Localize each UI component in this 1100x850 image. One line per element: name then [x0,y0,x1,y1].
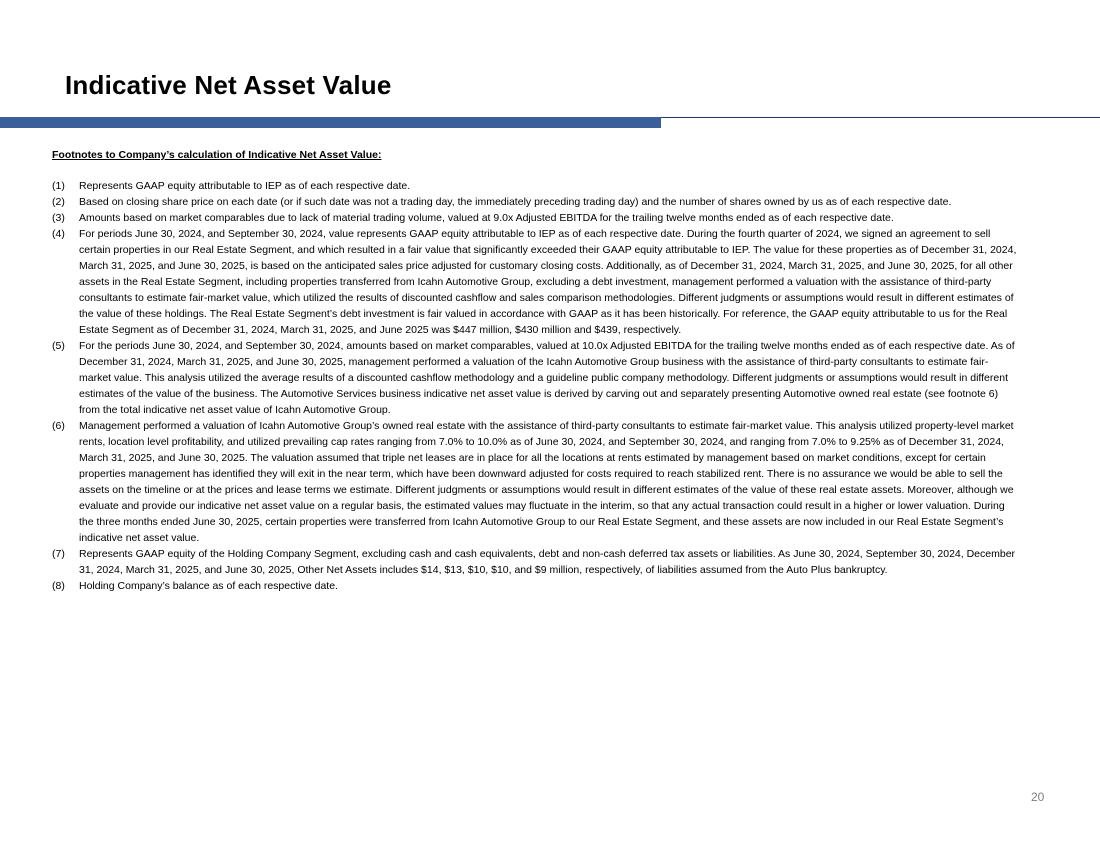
footnote-text: For the periods June 30, 2024, and September 30, 2024, amounts based on market comparables, valued at 10.0x Adjusted EBITDA for the trailing twelve months ended as of each respective date. As of December 31, 2024, March 31, 2025, and June 30, 2025, management performed a valuation of the Icahn Automotive Group business with the assistance of third-party consultants to estimate fair-market value. This analysis utilized the average results of a discounted cashflow methodology and a guideline public company methodology. Different judgments or assumptions would result in different estimates of the value of the business. The Automotive Services business indicative net asset value is derived by carving out and separately presenting Automotive owned real estate (see footnote 6) from the total indicative net asset value of Icahn Automotive Group. [79,340,1015,416]
footnotes-heading: Footnotes to Company’s calculation of Indicative Net Asset Value: [52,149,382,161]
footnote-text: Based on closing share price on each date (or if such date was not a trading day, the immediately preceding trading day) and the number of shares owned by us as of each respective date. [79,196,952,208]
footnote-item [52,210,1020,226]
footnote-item [52,194,1020,210]
footnote-number: (6) [52,420,65,432]
page-title: Indicative Net Asset Value [65,70,392,100]
footnote-number: (4) [52,228,65,240]
footnotes-section [52,147,1020,594]
footnote-text: Amounts based on market comparables due to lack of material trading volume, valued at 9.0x Adjusted EBITDA for the trailing twelve months ended as of each respective date. [79,212,894,224]
footnote-number: (3) [52,212,65,224]
footnote-item [52,578,1020,594]
footnote-item [52,178,1020,194]
footnote-item [52,338,1020,418]
footnote-text: Management performed a valuation of Icahn Automotive Group’s owned real estate with the assistance of third-party consultants to estimate fair-market value. This analysis utilized property-level market rents, location level profitability, and utilized prevailing cap rates ranging from 7.0% to 10.0% as of June 30, 2024, and September 30, 2024, and ranging from 7.0% to 9.25% as of December 31, 2024, March 31, 2025, and June 30, 2025. The valuation assumed that triple net leases are in place for all the locations at rents estimated by management based on market conditions, except for certain properties management has identified they will exit in the near term, which have been downward adjusted for costs required to reach stabilized rent. There is no assurance we would be able to sell the assets on the timeline or at the prices and lease terms we estimate. Different judgments or assumptions would result in different estimates of the value of these real estate assets. Moreover, although we evaluate and provide our indicative net asset value on a regular basis, the estimated values may fluctuate in the interim, so that any actual transaction could result in a higher or lower valuation. During the three months ended June 30, 2025, certain properties were transferred from Icahn Automotive Group to our Real Estate Segment, and these assets are now included in our Real Estate Segment’s indicative net asset value. [79,420,1014,544]
footnote-number: (1) [52,180,65,192]
footnote-text: Represents GAAP equity of the Holding Company Segment, excluding cash and cash equivalents, debt and non-cash deferred tax assets or liabilities. As June 30, 2024, September 30, 2024, December 31, 2024, March 31, 2025, and June 30, 2025, Other Net Assets includes $14, $13, $10, $10, and $9 million, respectively, of liabilities assumed from the Auto Plus bankruptcy. [79,548,1016,576]
header-accent-bar [0,117,661,128]
footnote-item [52,418,1020,546]
footnote-text: Holding Company’s balance as of each respective date. [79,580,338,592]
page-number: 20 [1031,790,1045,804]
footnote-item [52,226,1020,338]
footnote-text: For periods June 30, 2024, and September 30, 2024, value represents GAAP equity attributable to IEP as of each respective date. During the fourth quarter of 2024, we signed an agreement to sell certain properties in our Real Estate Segment, and which resulted in a fair value that significantly exceeded their GAAP equity attributable to IEP. The value for these properties as of December 31, 2024, March 31, 2025, and June 30, 2025, is based on the anticipated sales price adjusted for customary closing costs. Additionally, as of December 31, 2024, March 31, 2025, and June 30, 2025, for all other assets in the Real Estate Segment, including properties transferred from Icahn Automotive Group, excluding a debt investment, management performed a valuation with the assistance of third-party consultants to estimate fair-market value, which utilized the results of discounted cashflow and sales comparison methodologies. Different judgments or assumptions would result in different estimates of the value of these holdings. The Real Estate Segment’s debt investment is fair valued in accordance with GAAP as it has been historically. For reference, the GAAP equity attributable to us for the Real Estate Segment as of December 31, 2024, March 31, 2025, and June 2025 was $447 million, $430 million and $439, respectively. [79,228,1017,336]
footnote-item [52,546,1020,578]
footnote-number: (7) [52,548,65,560]
footnote-number: (8) [52,580,65,592]
footnote-text: Represents GAAP equity attributable to IEP as of each respective date. [79,180,411,192]
footnote-number: (2) [52,196,65,208]
footnote-number: (5) [52,340,65,352]
